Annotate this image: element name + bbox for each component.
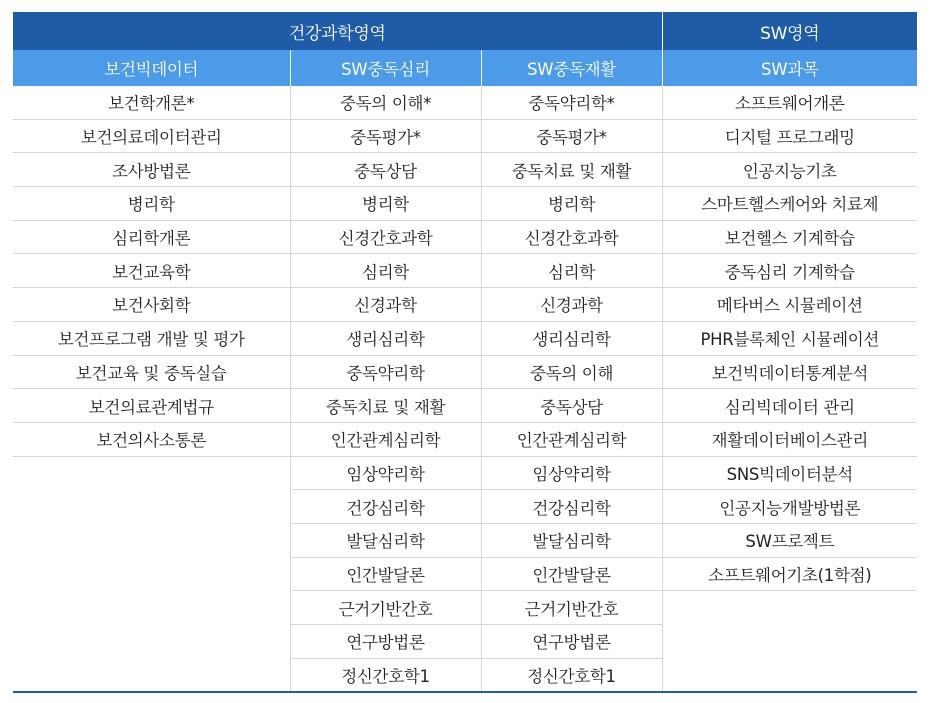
table-row	[13, 119, 917, 153]
table-cell-sw-course: 소프트웨어기초(1학점)	[662, 557, 917, 591]
table-cell-addiction-psych-course: 연구방법론	[290, 625, 481, 659]
group-header-row	[13, 12, 917, 50]
table-cell-addiction-psych-course: 병리학	[290, 187, 481, 221]
table-cell-bigdata-course	[13, 625, 290, 659]
table-cell-bigdata-course	[13, 490, 290, 524]
table-cell-bigdata-course: 보건의사소통론	[13, 422, 290, 456]
table-cell-sw-course: 보건헬스 기계학습	[662, 220, 917, 254]
table-row	[13, 557, 917, 591]
table-cell-addiction-rehab-course: 임상약리학	[481, 456, 662, 490]
table-cell-sw-course: 재활데이터베이스관리	[662, 422, 917, 456]
table-cell-addiction-rehab-course: 연구방법론	[481, 625, 662, 659]
table-cell-bigdata-course: 병리학	[13, 187, 290, 221]
table-cell-bigdata-course: 조사방법론	[13, 153, 290, 187]
table-cell-sw-course: SW프로젝트	[662, 523, 917, 557]
table-cell-addiction-rehab-course: 중독상담	[481, 389, 662, 423]
table-cell-bigdata-course	[13, 557, 290, 591]
table-cell-addiction-rehab-course: 심리학	[481, 254, 662, 288]
table-cell-addiction-psych-course: 중독치료 및 재활	[290, 389, 481, 423]
table-cell-bigdata-course: 보건학개론*	[13, 86, 290, 119]
curriculum-table	[13, 12, 917, 693]
table-row	[13, 288, 917, 322]
column-header-addiction-rehab: SW중독재활	[481, 50, 662, 86]
table-cell-addiction-psych-course: 생리심리학	[290, 321, 481, 355]
group-header-health: 건강과학영역	[13, 12, 662, 50]
table-cell-addiction-rehab-course: 발달심리학	[481, 523, 662, 557]
table-row	[13, 625, 917, 659]
table-cell-addiction-rehab-course: 병리학	[481, 187, 662, 221]
table-cell-sw-course	[662, 625, 917, 659]
table-cell-addiction-rehab-course: 인간발달론	[481, 557, 662, 591]
table-cell-addiction-rehab-course: 중독치료 및 재활	[481, 153, 662, 187]
table-cell-sw-course: 스마트헬스케어와 치료제	[662, 187, 917, 221]
table-cell-sw-course	[662, 591, 917, 625]
table-row	[13, 591, 917, 625]
table-cell-addiction-psych-course: 인간발달론	[290, 557, 481, 591]
table-cell-addiction-psych-course: 정신간호학1	[290, 658, 481, 692]
table-cell-bigdata-course: 보건교육 및 중독실습	[13, 355, 290, 389]
table-cell-addiction-rehab-course: 근거기반간호	[481, 591, 662, 625]
table-cell-addiction-rehab-course: 신경과학	[481, 288, 662, 322]
table-body	[13, 86, 917, 692]
table-row	[13, 187, 917, 221]
table-cell-addiction-psych-course: 건강심리학	[290, 490, 481, 524]
table-cell-addiction-psych-course: 인간관계심리학	[290, 422, 481, 456]
table-cell-bigdata-course	[13, 658, 290, 692]
table-cell-sw-course: 보건빅데이터통계분석	[662, 355, 917, 389]
table-cell-addiction-rehab-course: 정신간호학1	[481, 658, 662, 692]
table-cell-sw-course: 인공지능개발방법론	[662, 490, 917, 524]
table-row	[13, 490, 917, 524]
table-cell-sw-course: 메타버스 시뮬레이션	[662, 288, 917, 322]
table-row	[13, 321, 917, 355]
table-cell-bigdata-course	[13, 591, 290, 625]
table-cell-bigdata-course: 보건프로그램 개발 및 평가	[13, 321, 290, 355]
table-cell-bigdata-course: 심리학개론	[13, 220, 290, 254]
table-cell-sw-course: PHR블록체인 시뮬레이션	[662, 321, 917, 355]
table-cell-bigdata-course	[13, 523, 290, 557]
table-row	[13, 153, 917, 187]
table-row	[13, 254, 917, 288]
table-row	[13, 422, 917, 456]
table-cell-addiction-rehab-course: 생리심리학	[481, 321, 662, 355]
table-cell-bigdata-course: 보건교육학	[13, 254, 290, 288]
table-cell-addiction-psych-course: 중독상담	[290, 153, 481, 187]
table-cell-bigdata-course: 보건사회학	[13, 288, 290, 322]
table-cell-sw-course: 심리빅데이터 관리	[662, 389, 917, 423]
table-cell-addiction-rehab-course: 인간관계심리학	[481, 422, 662, 456]
table-cell-sw-course: 중독심리 기계학습	[662, 254, 917, 288]
table-cell-addiction-psych-course: 중독약리학	[290, 355, 481, 389]
column-header-addiction-psych: SW중독심리	[290, 50, 481, 86]
table-cell-addiction-psych-course: 심리학	[290, 254, 481, 288]
table-cell-sw-course: SNS빅데이터분석	[662, 456, 917, 490]
table-row	[13, 658, 917, 692]
table-row	[13, 220, 917, 254]
table-cell-addiction-rehab-course: 신경간호과학	[481, 220, 662, 254]
table-cell-addiction-rehab-course: 중독약리학*	[481, 86, 662, 119]
table-cell-addiction-psych-course: 근거기반간호	[290, 591, 481, 625]
column-header-sw-courses: SW과목	[662, 50, 917, 86]
table-row	[13, 86, 917, 119]
table-cell-sw-course: 소프트웨어개론	[662, 86, 917, 119]
group-header-sw: SW영역	[662, 12, 917, 50]
table-cell-addiction-psych-course: 발달심리학	[290, 523, 481, 557]
table-cell-bigdata-course	[13, 456, 290, 490]
table-cell-addiction-rehab-course: 건강심리학	[481, 490, 662, 524]
table-cell-bigdata-course: 보건의료데이터관리	[13, 119, 290, 153]
table-cell-sw-course: 인공지능기초	[662, 153, 917, 187]
table-cell-sw-course	[662, 658, 917, 692]
table-row	[13, 456, 917, 490]
table-cell-addiction-psych-course: 중독의 이해*	[290, 86, 481, 119]
column-header-bigdata: 보건빅데이터	[13, 50, 290, 86]
table-cell-sw-course: 디지털 프로그래밍	[662, 119, 917, 153]
table-cell-addiction-rehab-course: 중독의 이해	[481, 355, 662, 389]
table-cell-addiction-psych-course: 신경과학	[290, 288, 481, 322]
table-row	[13, 523, 917, 557]
table-cell-bigdata-course: 보건의료관계법규	[13, 389, 290, 423]
table-row	[13, 389, 917, 423]
table-cell-addiction-psych-course: 중독평가*	[290, 119, 481, 153]
table-cell-addiction-rehab-course: 중독평가*	[481, 119, 662, 153]
column-header-row	[13, 50, 917, 86]
table-cell-addiction-psych-course: 임상약리학	[290, 456, 481, 490]
table-cell-addiction-psych-course: 신경간호과학	[290, 220, 481, 254]
table-row	[13, 355, 917, 389]
